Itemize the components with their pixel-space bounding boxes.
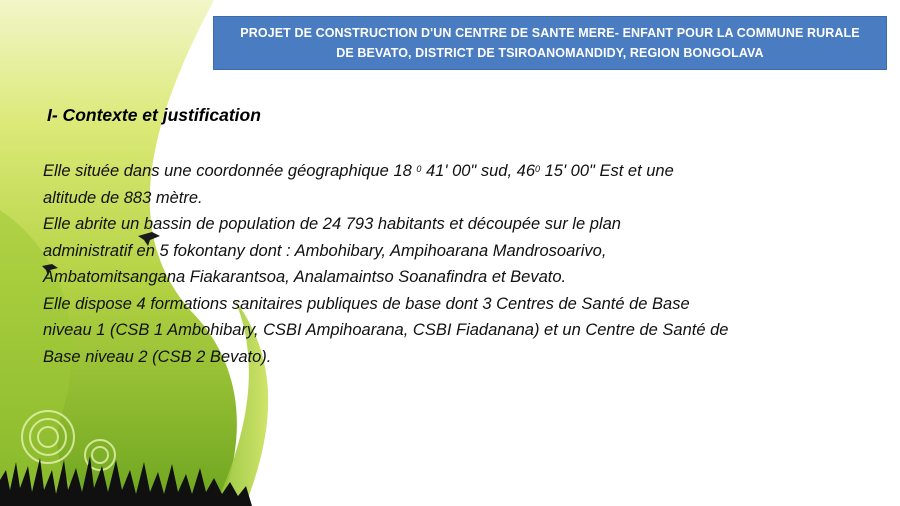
degree-mark: 0 [416, 164, 422, 174]
degree-mark: 0 [535, 164, 541, 174]
paragraph-line-5: Ambatomitsangana Fiakarantsoa, Analamaintso Soanafindra et Bevato. [43, 268, 567, 286]
banner-line-1: PROJET DE CONSTRUCTION D'UN CENTRE DE SANTE MERE- ENFANT POUR LA COMMUNE RURALE [240, 26, 860, 40]
paragraph-line-7: niveau 1 (CSB 1 Ambohibary, CSBI Ampihoarana, CSBI Fiadanana) et un Centre de Santé de [43, 321, 729, 339]
paragraph-line-3: Elle abrite un bassin de population de 24 793 habitants et découpée sur le plan [43, 215, 621, 233]
banner-line-2: DE BEVATO, DISTRICT DE TSIROANOMANDIDY, REGION BONGOLAVA [336, 46, 764, 60]
project-title-banner [213, 16, 887, 70]
paragraph-line-2: altitude de 883 mètre. [43, 188, 203, 207]
paragraph-line-8: Base niveau 2 (CSB 2 Bevato). [43, 347, 272, 366]
coord-text-b: 41' 00" sud, 46 [421, 162, 535, 180]
paragraph-line-6: Elle dispose 4 formations sanitaires publiques de base dont 3 Centres de Santé de Base [43, 294, 690, 313]
coord-text-a: Elle située dans une coordonnée géographique 18 [43, 162, 417, 180]
section-heading: I- Contexte et justification [47, 105, 261, 125]
coord-text-c: 15' 00" Est et une [540, 162, 674, 180]
paragraph-line-1 [43, 158, 883, 185]
context-paragraph [43, 158, 883, 370]
paragraph-line-4: administratif en 5 fokontany dont : Ambohibary, Ampihoarana Mandrosoarivo, [43, 241, 607, 260]
